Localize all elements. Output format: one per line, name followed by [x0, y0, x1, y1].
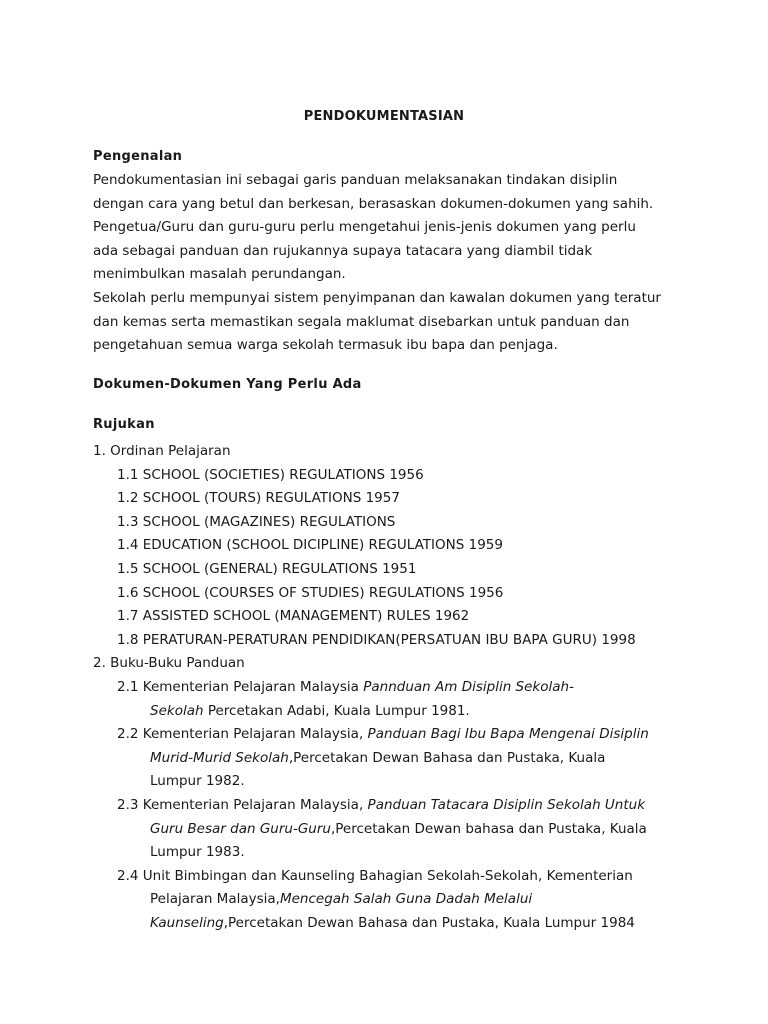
references-heading: Rujukan [93, 417, 155, 432]
list-item-continuation [93, 747, 713, 771]
list-item: 1.6 SCHOOL (COURSES OF STUDIES) REGULATIONS 1956 [117, 584, 504, 601]
item-text: 2.2 Kementerian Pelajaran Malaysia, [117, 726, 368, 743]
intro-line: ada sebagai panduan dan rujukannya supaya tatacara yang diambil tidak [93, 242, 593, 259]
list-item-continuation: Lumpur 1982. [150, 773, 245, 790]
item-italic-text: Guru Besar dan Guru-Guru [150, 820, 331, 837]
list-item: 1.1 SCHOOL (SOCIETIES) REGULATIONS 1956 [117, 466, 424, 483]
item-italic-text: Pannduan Am Disiplin Sekolah- [363, 678, 574, 695]
references-list [93, 440, 713, 935]
list-item: 1.3 SCHOOL (MAGAZINES) REGULATIONS [117, 513, 396, 530]
intro-line: Pendokumentasian ini sebagai garis panduan melaksanakan tindakan disiplin [93, 172, 618, 188]
item-italic-text: Panduan Tatacara Disiplin Sekolah Untuk [367, 796, 646, 813]
item-text: ,Percetakan Dewan Bahasa dan Pustaka, Kuala Lumpur 1984 [223, 914, 635, 931]
list-item [93, 794, 713, 818]
item-italic-text: Panduan Bagi Ibu Bapa Mengenai Disiplin [367, 726, 649, 743]
item-italic-text: Mencegah Salah Guna Dadah Melalui [279, 891, 533, 908]
list-item-continuation [93, 700, 713, 724]
intro-line: dengan cara yang betul dan berkesan, berasaskan dokumen-dokumen yang sahih. [93, 195, 654, 212]
item-text: Pelajaran Malaysia, [150, 891, 280, 908]
section-2-title: 2. Buku-Buku Panduan [93, 655, 245, 672]
documents-heading: Dokumen-Dokumen Yang Perlu Ada [93, 377, 362, 392]
page-title: PENDOKUMENTASIAN [303, 109, 465, 124]
item-italic-text: Murid-Murid Sekolah [150, 749, 289, 766]
list-item: 1.5 SCHOOL (GENERAL) REGULATIONS 1951 [117, 560, 417, 577]
intro-line: pengetahuan semua warga sekolah termasuk ibu bapa dan penjaga. [93, 337, 558, 354]
list-item: 1.2 SCHOOL (TOURS) REGULATIONS 1957 [117, 490, 400, 507]
item-text: Percetakan Adabi, Kuala Lumpur 1981. [203, 702, 470, 719]
list-item-continuation [93, 818, 713, 842]
item-italic-text: Sekolah [150, 702, 204, 719]
item-italic-text: Kaunseling [150, 914, 224, 931]
item-text: ,Percetakan Dewan Bahasa dan Pustaka, Kuala [288, 749, 606, 766]
intro-line: Pengetua/Guru dan guru-guru perlu mengetahui jenis-jenis dokumen yang perlu [93, 219, 636, 236]
list-item-continuation: Lumpur 1983. [150, 844, 245, 861]
list-item: 1.7 ASSISTED SCHOOL (MANAGEMENT) RULES 1962 [117, 608, 470, 625]
list-item: 2.4 Unit Bimbingan dan Kaunseling Bahagian Sekolah-Sekolah, Kementerian [117, 867, 633, 884]
list-item: 1.4 EDUCATION (SCHOOL DICIPLINE) REGULATIONS 1959 [117, 537, 503, 554]
list-item [93, 723, 713, 747]
list-item [93, 676, 713, 700]
item-text: ,Percetakan Dewan bahasa dan Pustaka, Kuala [330, 820, 647, 837]
list-item: 1.8 PERATURAN-PERATURAN PENDIDIKAN(PERSATUAN IBU BAPA GURU) 1998 [117, 631, 636, 648]
item-text: 2.3 Kementerian Pelajaran Malaysia, [117, 796, 368, 813]
intro-paragraph [93, 169, 693, 358]
intro-heading: Pengenalan [93, 149, 183, 164]
item-text: 2.1 Kementerian Pelajaran Malaysia [117, 678, 364, 695]
intro-line: Sekolah perlu mempunyai sistem penyimpanan dan kawalan dokumen yang teratur [93, 289, 661, 306]
list-item-continuation [93, 888, 713, 912]
section-1-title: 1. Ordinan Pelajaran [93, 443, 231, 459]
list-item-continuation [93, 912, 713, 936]
intro-line: menimbulkan masalah perundangan. [93, 266, 346, 283]
intro-line: dan kemas serta memastikan segala maklumat disebarkan untuk panduan dan [93, 313, 630, 330]
